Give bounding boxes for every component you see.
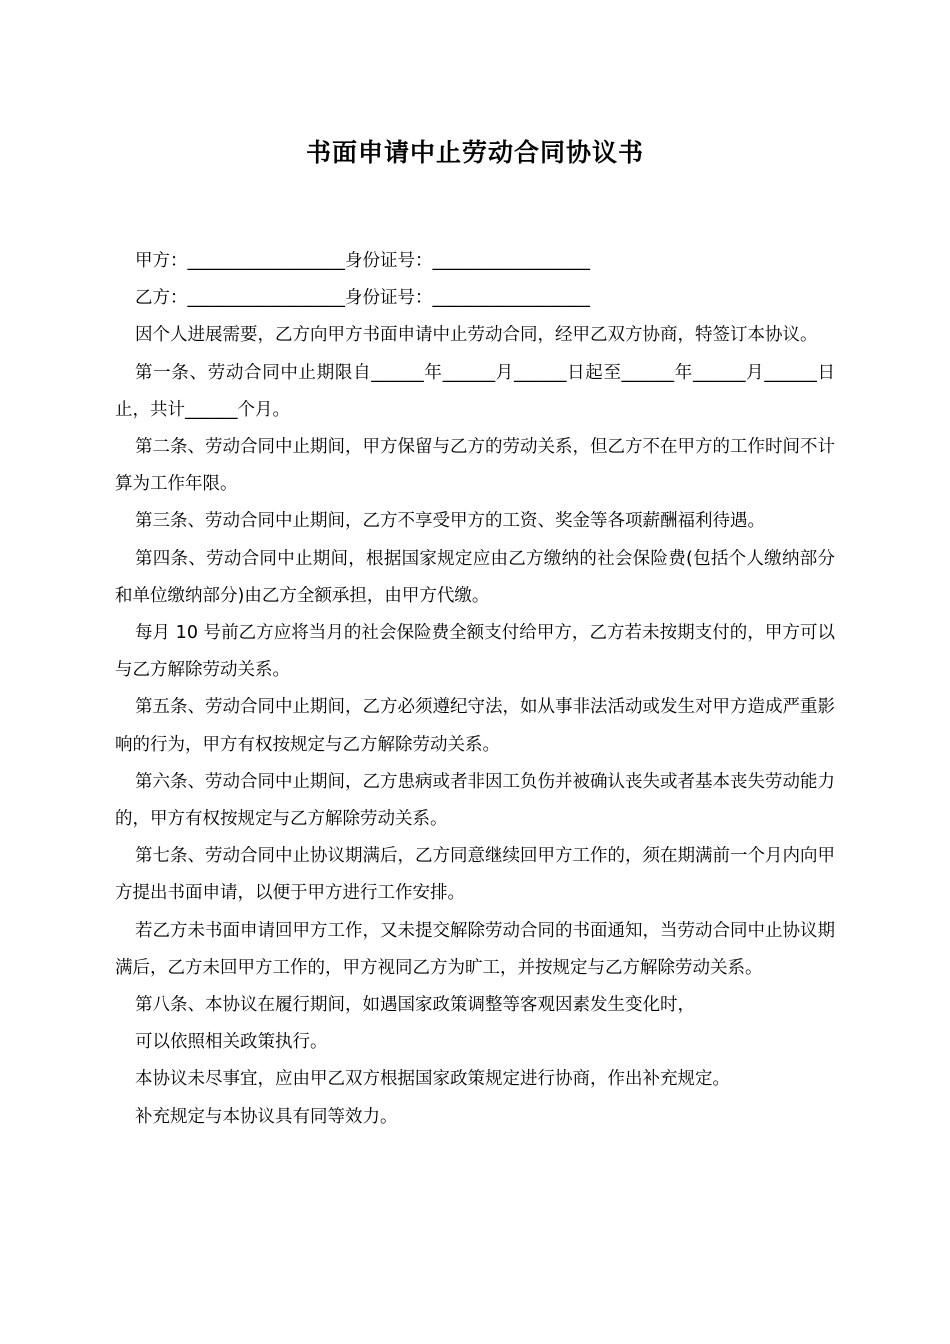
article-3-paragraph: 第三条、劳动合同中止期间，乙方不享受甲方的工资、奖金等各项薪酬福利待遇。 [135,511,765,532]
article-7-paragraph: 第七条、劳动合同中止协议期满后，乙方同意继续回甲方工作的，须在期满前一个月内向甲方提出书面申请，以便于甲方进行工作安排。 [115,846,835,904]
article-8-paragraph: 第八条、本协议在履行期间，如遇国家政策调整等客观因素发生变化时， [135,995,695,1016]
article-4-paragraph: 第四条、劳动合同中止期间，根据国家规定应由乙方缴纳的社会保险费(包括个人缴纳部分和单位缴纳部分)由乙方全额承担，由甲方代缴。 [115,548,835,606]
party-a-line: 甲方：__________________身份证号：__________________ [135,251,590,271]
article-5-paragraph: 第五条、劳动合同中止期间，乙方必须遵纪守法，如从事非法活动或发生对甲方造成严重影响的行为，甲方有权按规定与乙方解除劳动关系。 [115,697,835,755]
article-6-paragraph: 第六条、劳动合同中止期间，乙方患病或者非因工负伤并被确认丧失或者基本丧失劳动能力的，甲方有权按规定与乙方解除劳动关系。 [115,771,835,830]
supplementary-effect-paragraph: 补充规定与本协议具有同等效力。 [135,1106,398,1127]
party-b-line: 乙方：__________________身份证号：__________________ [135,288,590,309]
article-4-payment-paragraph: 每月 10 号前乙方应将当月的社会保险费全额支付给甲方，乙方若未按期支付的，甲方可以与乙方解除劳动关系。 [115,623,835,681]
article-1-paragraph: 第一条、劳动合同中止期限自______年______月______日起至______年______月______日止，共计______个月。 [115,362,835,420]
article-8-continuation: 可以依照相关政策执行。 [135,1032,328,1053]
document-title: 书面申请中止劳动合同协议书 [305,138,644,167]
article-7-absence-paragraph: 若乙方未书面申请回甲方工作，又未提交解除劳动合同的书面通知，当劳动合同中止协议期满后，乙方未回甲方工作的，甲方视同乙方为旷工，并按规定与乙方解除劳动关系。 [115,920,835,978]
preamble-paragraph: 因个人进展需要，乙方向甲方书面申请中止劳动合同，经甲乙双方协商，特签订本协议。 [135,325,818,346]
supplementary-paragraph: 本协议未尽事宜，应由甲乙双方根据国家政策规定进行协商，作出补充规定。 [135,1069,730,1090]
document-body [115,243,835,1136]
article-2-paragraph: 第二条、劳动合同中止期间，甲方保留与乙方的劳动关系，但乙方不在甲方的工作时间不计算为工作年限。 [115,437,835,495]
